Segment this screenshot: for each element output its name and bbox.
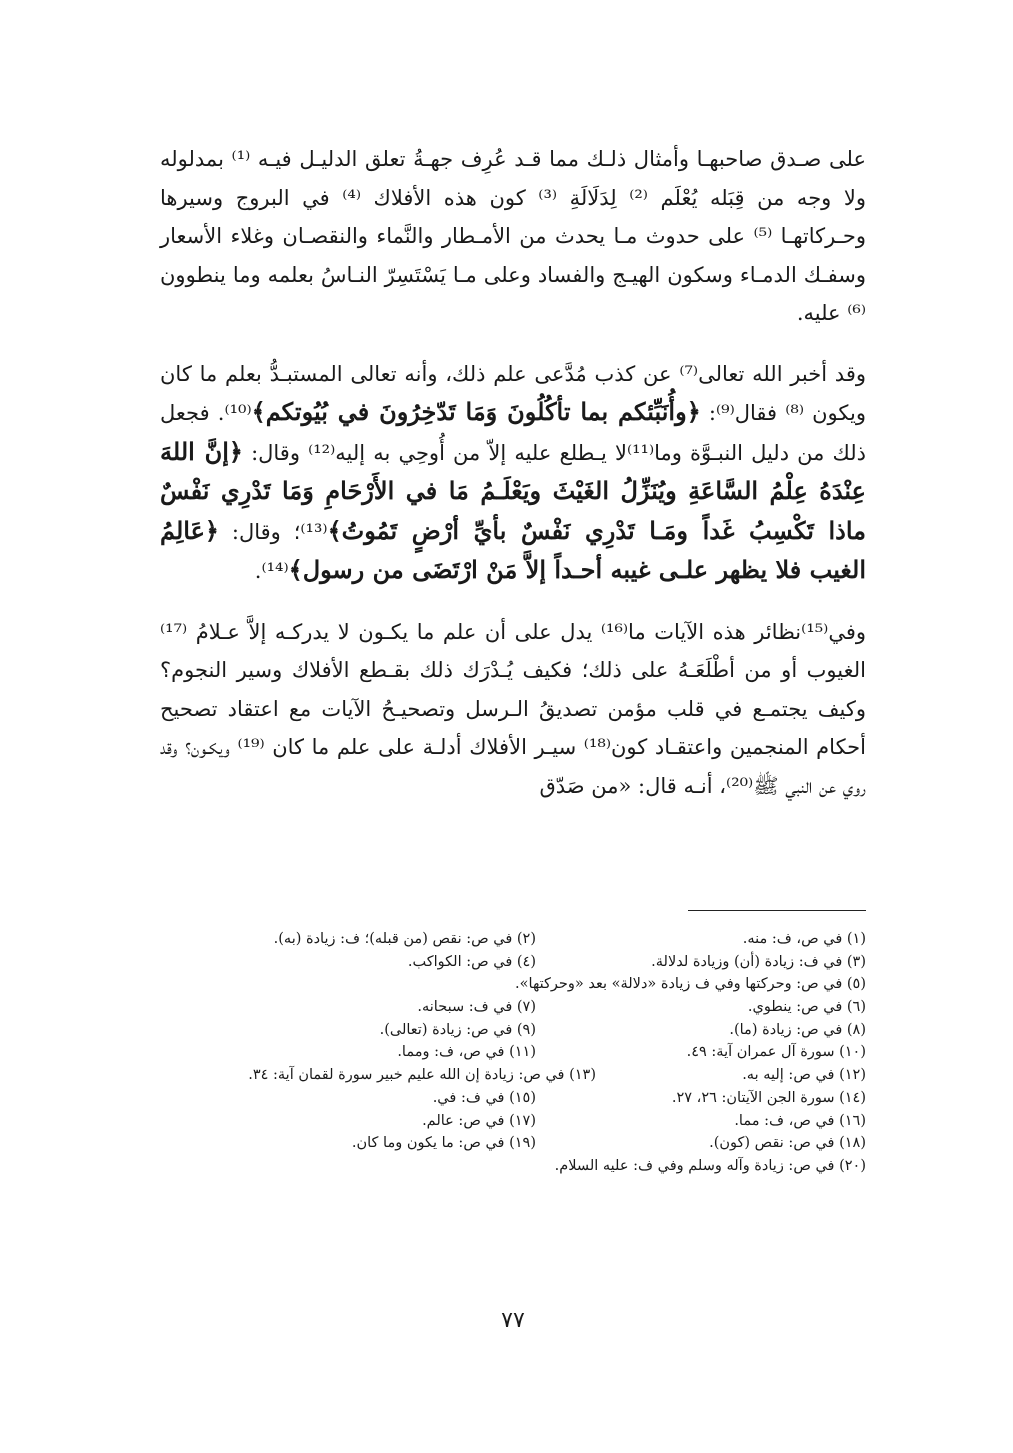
quran-verse-2: ﴿إنَّ اللهَ عِنْدَهُ عِلْمُ السَّاعَةِ ويُنَزِّلُ الغَيْثَ ويَعْلَـمُ مَا في الأَرْحَامِ وَمَا تَدْرِي نَفْسٌ ماذا تَكْسِبُ غَداً ومَـا تَدْرِي نَفْسٌ بأيِّ أرْضٍ تَمُوتُ﴾ <box>160 436 866 545</box>
footnote-row <box>160 1087 866 1110</box>
footnote-row <box>160 1019 866 1042</box>
footnote-2: (٢) في ص: نقص (من قبله)؛ ف: زيادة (به). <box>273 931 536 947</box>
footnote-row <box>160 1110 866 1133</box>
paragraph-2-text-a: وقد أخبر الله تعالى⁽⁷⁾ عن كذب مُدَّعى علم ذلك، وأنه تعالى المستبـدُّ بعلم ما كان ويكون ⁽⁸⁾ فقال⁽⁹⁾: <box>160 361 866 425</box>
footnote-17: (١٧) في ص: عالم. <box>422 1112 536 1129</box>
paragraph-2-text-d: ⁽¹⁴⁾. <box>254 559 289 583</box>
footnote-5: (٥) في ص: وحركتها وفي ف زيادة «دلالة» بعد «وحركتها». <box>515 976 866 993</box>
footnote-13: (١٣) في ص: زيادة إن الله عليم خبير سورة لقمان آية: ٣٤. <box>248 1067 596 1084</box>
footnote-7: (٧) في ف: سبحانه. <box>417 999 536 1016</box>
footnote-row <box>160 1132 866 1155</box>
footnote-3: (٣) في ف: زيادة (أن) وزيادة لدلالة. <box>651 953 866 970</box>
footnote-18: (١٨) في ص: نقص (كون). <box>709 1135 866 1152</box>
footnote-8: (٨) في ص: زيادة (ما). <box>729 1021 866 1038</box>
footnote-10: (١٠) سورة آل عمران آية: ٤٩. <box>686 1044 866 1061</box>
footnote-16: (١٦) في ص، ف: مما. <box>734 1112 866 1129</box>
quran-verse-1: ﴿وأُنَبِّئكم بما تأكُلُونَ وَمَا تَدّخِرُونَ في بُيُوتكم﴾ <box>251 397 701 426</box>
footnote-row <box>160 996 866 1019</box>
footnote-12: (١٢) في ص: إليه به. <box>742 1067 866 1084</box>
page-body <box>160 140 866 1333</box>
paragraph-2 <box>160 355 866 591</box>
footnote-11: (١١) في ص، ف: ومما. <box>397 1044 536 1061</box>
footnote-divider <box>688 910 866 911</box>
page-number: ٧٧ <box>501 1308 525 1333</box>
footnote-1: (١) في ص، ف: منه. <box>742 931 866 947</box>
footnote-row <box>160 951 866 974</box>
footnote-15: (١٥) في ف: في. <box>432 1089 536 1106</box>
footnote-9: (٩) في ص: زيادة (تعالى). <box>379 1021 536 1038</box>
footnote-20: (٢٠) في ص: زيادة وآله وسلم وفي ف: عليه السلام. <box>554 1157 866 1174</box>
footnote-row <box>160 1155 866 1178</box>
footnote-row <box>160 1041 866 1064</box>
footnote-row <box>160 928 866 951</box>
main-text <box>160 140 866 805</box>
footnote-row <box>160 973 866 996</box>
paragraph-3: وفي⁽¹⁵⁾نظائر هذه الآيات ما⁽¹⁶⁾ يدل على أن علم ما يكـون لا يدركـه إلاَّ عـلامُ ⁽¹⁷⁾ الغيوب أو من أطْلَعَـهُ على ذلك؛ فكيف يُـدْرَك ذلك بقـطع الأفلاك وسير النجوم؟ وكيف يجتمـع في قلب مؤمن تصديقُ الـرسل وتصحيـحُ الآيات مع اعتقاد تصحيح أحكام المنجمين واعتقـاد كون⁽¹⁸⁾ سيـر الأفلاك أدلـة على علم ما كان ⁽¹⁹⁾ ويكـون؟ وقد روي عن النبي ﷺ⁽²⁰⁾، أنـه قال: «من صَدّق <box>160 619 866 798</box>
quran-verse-3: ﴿عَالِمُ الغيب فلا يظهر علـى غيبه أحـداً إلاَّ مَنْ ارْتَضَى من رسول﴾ <box>160 515 866 584</box>
footnote-14: (١٤) سورة الجن الآيتان: ٢٦، ٢٧. <box>671 1089 866 1106</box>
footnote-6: (٦) في ص: ينطوي. <box>747 999 866 1016</box>
paragraph-2-text-c: ⁽¹³⁾؛ وقال: <box>218 519 328 544</box>
paragraph-1: على صـدق صاحبهـا وأمثال ذلـك مما قـد عُرِف جهـةُ تعلق الدليـل فيـه ⁽¹⁾ بمدلوله ولا وجه من قِبَله يُعْلَم ⁽²⁾ لِدَلَالَةِ ⁽³⁾ كون هذه الأفلاك ⁽⁴⁾ في البروج وسيرها وحـركاتهـا ⁽⁵⁾ على حدوث مـا يحدث من الأمـطار والنَّماء والنقصـان وغلاء الأسعار وسفـك الدمـاء وسكون الهيـج والفساد وعلى مـا يَسْتَسِرّ النـاسُ بعلمه وما ينطوون ⁽⁶⁾ عليه. <box>160 147 866 325</box>
footnotes <box>160 928 866 1178</box>
paragraph-2-text-b: ⁽¹⁰⁾. فجعل ذلك من دليل النبـوَّة وما⁽¹¹⁾لا يـطلع عليه إلاّ من أُوحِي به إليه⁽¹²⁾ وقال: <box>160 401 866 465</box>
footnote-19: (١٩) في ص: ما يكون وما كان. <box>351 1135 536 1152</box>
footnote-row <box>160 1064 866 1087</box>
footnote-4: (٤) في ص: الكواكب. <box>407 953 536 970</box>
